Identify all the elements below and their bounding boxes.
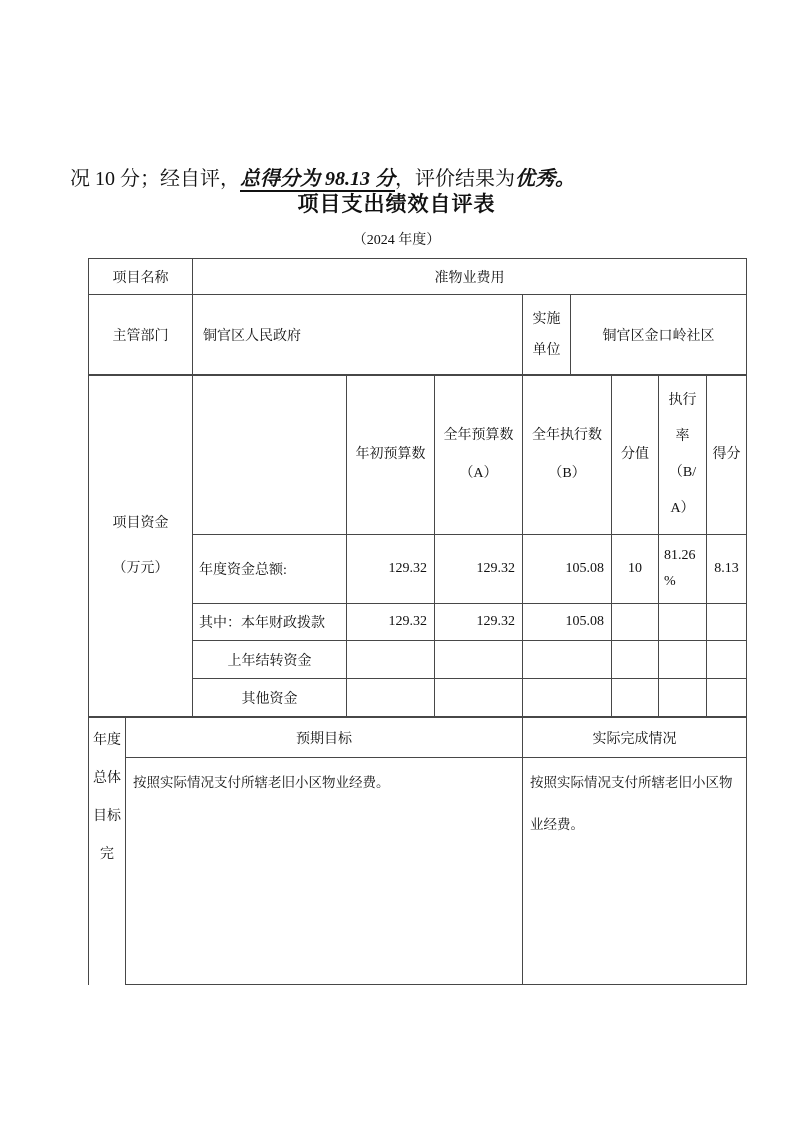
intro-score-emphasis: 总得分为 98.13 分	[240, 168, 395, 190]
funding-score	[707, 641, 747, 679]
intro-prefix: 况 10 分；经自评，	[70, 168, 240, 190]
annual-goal-table	[88, 717, 747, 985]
dept-name-cell: 铜官区人民政府	[193, 295, 523, 375]
funding-executed-value	[523, 641, 612, 679]
self-evaluation-table	[88, 258, 746, 985]
funding-initial-value	[347, 679, 435, 717]
funding-score-value	[612, 679, 659, 717]
funding-score-value	[612, 641, 659, 679]
funding-row-label: 上年结转资金	[193, 641, 347, 679]
funding-rate-value	[659, 679, 707, 717]
funding-section-label-line2: （万元）	[112, 561, 169, 576]
funding-score: 8.13	[707, 535, 747, 604]
funding-executed-value: 105.08	[523, 535, 612, 604]
funding-header-score: 得分	[707, 376, 747, 535]
goal-content-row	[89, 758, 747, 985]
funding-budget-value: 129.32	[435, 535, 523, 604]
funding-executed-value: 105.08	[523, 604, 612, 641]
funding-row-label: 年度资金总额:	[193, 535, 347, 604]
funding-initial-value: 129.32	[347, 535, 435, 604]
funding-score	[707, 604, 747, 641]
funding-section-label-line1: 项目资金	[112, 516, 169, 531]
intro-middle: ，评价结果为	[395, 168, 515, 190]
funding-header-rate: 执行率（B/A）	[659, 376, 707, 535]
expected-goal-text-cell: 按照实际情况支付所辖老旧小区物业经费。	[126, 758, 523, 985]
funding-row-label: 其他资金	[193, 679, 347, 717]
funding-score-value	[612, 604, 659, 641]
funding-header-budget: 全年预算数（A）	[435, 376, 523, 535]
report-period: （2024 年度）	[352, 233, 441, 248]
funding-section-label-cell	[89, 376, 193, 717]
funding-score	[707, 679, 747, 717]
funding-table	[88, 375, 747, 717]
actual-completion-text-cell: 按照实际情况支付所辖老旧小区物业经费。	[523, 758, 747, 985]
funding-budget-value	[435, 641, 523, 679]
intro-result: 优秀。	[515, 168, 575, 190]
dept-label-cell: 主管部门	[89, 295, 193, 375]
unit-label-cell: 实施单位	[523, 295, 571, 375]
funding-header-row	[89, 376, 747, 535]
goal-header-row	[89, 718, 747, 758]
funding-score-value: 10	[612, 535, 659, 604]
funding-rate-value: 81.26 %	[659, 535, 707, 604]
funding-rate-value	[659, 604, 707, 641]
funding-budget-value	[435, 679, 523, 717]
page-title: 项目支出绩效自评表	[297, 193, 496, 216]
funding-executed-value	[523, 679, 612, 717]
funding-budget-value: 129.32	[435, 604, 523, 641]
project-name-label-cell: 项目名称	[89, 259, 193, 295]
project-name-cell: 准物业费用	[193, 259, 747, 295]
goal-side-label-cell: 年度总体目标完	[89, 718, 126, 985]
unit-name-cell: 铜官区金口岭社区	[571, 295, 747, 375]
table-row	[89, 259, 747, 295]
funding-initial-value: 129.32	[347, 604, 435, 641]
funding-subrow-label-header-cell	[193, 376, 347, 535]
expected-goal-header-cell: 预期目标	[126, 718, 523, 758]
funding-rate-value	[659, 641, 707, 679]
funding-initial-value	[347, 641, 435, 679]
table-row	[89, 295, 747, 375]
funding-header-executed: 全年执行数（B）	[523, 376, 612, 535]
actual-completion-header-cell: 实际完成情况	[523, 718, 747, 758]
funding-header-initial: 年初预算数	[347, 376, 435, 535]
project-info-table	[88, 258, 747, 375]
funding-row-label: 其中：本年财政拨款	[193, 604, 347, 641]
funding-header-score-value: 分值	[612, 376, 659, 535]
